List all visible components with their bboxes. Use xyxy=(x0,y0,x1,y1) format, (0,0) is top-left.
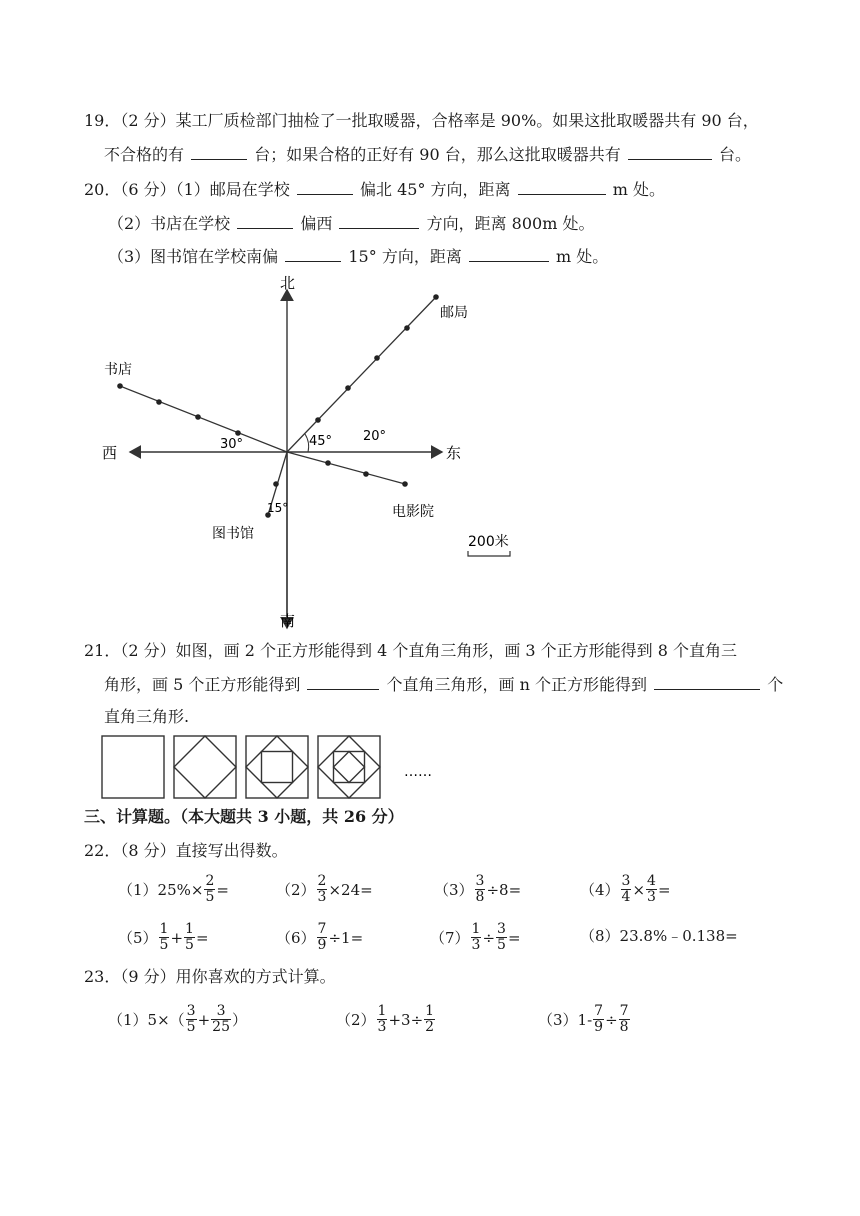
q22-1-frac xyxy=(204,874,215,905)
q23-1-pre: 5×（ xyxy=(147,1010,185,1029)
q19-text-c: 台。 xyxy=(718,145,751,164)
q22-7-fd: 3 xyxy=(471,937,481,953)
label-angle-45: 45° xyxy=(309,434,333,449)
q20-p3a: （3）图书馆在学校南偏 xyxy=(108,247,279,266)
q20-blank-2[interactable] xyxy=(518,178,606,195)
q19-text-b: 台；如果合格的正好有 90 台，那么这批取暖器共有 xyxy=(254,145,621,164)
q23-1-frac-a xyxy=(186,1004,197,1035)
label-angle-15: 15° xyxy=(267,501,289,515)
q23-3-fn2: 7 xyxy=(619,1003,629,1019)
point-post-office-1 xyxy=(315,417,321,423)
q23-3-fd: 9 xyxy=(594,1019,604,1035)
q20-p2c: 方向，距离 800m 处。 xyxy=(426,214,595,233)
q20-blank-6[interactable] xyxy=(469,245,549,262)
q22-5-fd2: 5 xyxy=(185,937,194,953)
q23-2-frac-b xyxy=(424,1004,435,1035)
point-bookstore-4 xyxy=(117,383,123,389)
q23-2-fn: 1 xyxy=(377,1003,387,1019)
q22-6-fn: 7 xyxy=(317,921,327,937)
q22-7-frac-b xyxy=(496,922,507,953)
ray-bookstore xyxy=(120,386,287,452)
q20-line3 xyxy=(108,245,608,268)
ellipsis: …… xyxy=(404,764,432,780)
q19-blank-1[interactable] xyxy=(191,143,247,160)
q22-5-post: = xyxy=(195,928,209,947)
q22-2-fd: 3 xyxy=(317,889,327,905)
q21-text-a: 角形，画 5 个正方形能得到 xyxy=(104,675,301,694)
q22-1-label: （1） xyxy=(118,880,158,899)
square-figure-1 xyxy=(102,736,164,798)
nested-squares-figure xyxy=(98,734,448,804)
q22-head: 22．（8 分）直接写出得数。 xyxy=(84,841,288,860)
section-3-title: 三、计算题。（本大题共 3 小题，共 26 分） xyxy=(84,807,404,826)
q19-text-a: 不合格的有 xyxy=(104,145,185,164)
q22-4-frac-b xyxy=(646,874,657,905)
point-bookstore-3 xyxy=(156,399,162,405)
q22-6-frac xyxy=(317,922,328,953)
q22-4-fn2: 4 xyxy=(647,873,656,889)
q21-blank-1[interactable] xyxy=(307,673,379,690)
q22-5-fn: 1 xyxy=(159,921,169,937)
q20-p3b: 15° 方向，距离 xyxy=(348,247,462,266)
q22-5-fn2: 1 xyxy=(185,921,194,937)
q22-5-frac-b xyxy=(184,922,195,953)
point-cinema-3 xyxy=(402,481,408,487)
q23-item-3 xyxy=(538,1004,631,1035)
q21-text-b: 个直角三角形，画 n 个正方形能得到 xyxy=(386,675,648,694)
q22-7-fn: 1 xyxy=(471,921,481,937)
q22-item-2 xyxy=(276,874,373,905)
q22-1-pre: 25%× xyxy=(157,880,204,899)
label-scale: 200米 xyxy=(468,534,509,550)
q22-4-post: = xyxy=(657,880,671,899)
point-cinema-2 xyxy=(363,471,369,477)
square-figure-4 xyxy=(318,736,380,798)
q22-4-fn: 3 xyxy=(621,873,631,889)
square-figure-2 xyxy=(174,736,236,798)
q21-blank-2[interactable] xyxy=(654,673,760,690)
q22-4-fd2: 3 xyxy=(647,889,656,905)
q23-3-fn: 7 xyxy=(594,1003,604,1019)
q20-blank-5[interactable] xyxy=(285,245,341,262)
q22-4-mid: × xyxy=(632,880,646,899)
q21-line1: 21．（2 分）如图，画 2 个正方形能得到 4 个直角三角形，画 3 个正方形能得到 8 个直角三 xyxy=(84,641,738,660)
q22-item-4 xyxy=(580,874,671,905)
square-figure-3 xyxy=(246,736,308,798)
q23-1-post: ） xyxy=(232,1010,248,1029)
q22-5-fd: 5 xyxy=(159,937,169,953)
direction-map xyxy=(96,272,516,632)
q22-7-frac-a xyxy=(471,922,482,953)
point-post-office-4 xyxy=(404,325,410,331)
q23-2-frac-a xyxy=(377,1004,388,1035)
q22-item-3 xyxy=(434,874,521,905)
q23-1-fd2: 25 xyxy=(212,1019,230,1035)
q22-1-fd: 5 xyxy=(205,889,215,905)
q22-6-label: （6） xyxy=(276,928,316,947)
q22-item-5 xyxy=(118,922,209,953)
label-library: 图书馆 xyxy=(212,526,254,542)
q20-head-b: 偏北 45° 方向，距离 xyxy=(360,180,511,199)
q23-1-frac-b xyxy=(211,1004,231,1035)
label-angle-20: 20° xyxy=(363,429,387,444)
q23-3-frac-b xyxy=(619,1004,630,1035)
label-post-office: 邮局 xyxy=(440,305,468,321)
q20-head-c: m 处。 xyxy=(612,180,665,199)
q22-1-post: = xyxy=(216,880,229,899)
q23-1-fn2: 3 xyxy=(216,1003,226,1019)
q20-blank-4[interactable] xyxy=(339,212,419,229)
q23-3-mid: ÷ xyxy=(605,1010,618,1029)
q22-3-label: （3） xyxy=(434,880,474,899)
q22-7-post: = xyxy=(507,928,521,947)
q23-1-fn: 3 xyxy=(186,1003,196,1019)
q23-2-fd: 3 xyxy=(377,1019,387,1035)
q22-3-post: ÷8= xyxy=(486,880,522,899)
q20-head: 20．（6 分）（1）邮局在学校 xyxy=(84,180,290,199)
label-north: 北 xyxy=(280,274,296,292)
q23-item-2 xyxy=(336,1004,436,1035)
q22-item-7 xyxy=(430,922,521,953)
q22-item-6 xyxy=(276,922,363,953)
q22-6-fd: 9 xyxy=(317,937,327,953)
q23-2-fd2: 2 xyxy=(425,1019,435,1035)
point-post-office-3 xyxy=(374,355,380,361)
q20-line2 xyxy=(108,212,594,235)
q22-6-post: ÷1= xyxy=(328,928,364,947)
q23-1-fd: 5 xyxy=(186,1019,196,1035)
q20-p3c: m 处。 xyxy=(556,247,609,266)
q22-item-8 xyxy=(580,926,738,946)
point-bookstore-2 xyxy=(195,414,201,420)
q22-7-label: （7） xyxy=(430,928,470,947)
q22-4-fd: 4 xyxy=(621,889,631,905)
q23-3-fd2: 8 xyxy=(619,1019,629,1035)
q22-7-fd2: 5 xyxy=(497,937,506,953)
label-cinema: 电影院 xyxy=(392,504,434,520)
q23-1-label: （1） xyxy=(108,1010,148,1029)
point-library-1 xyxy=(273,481,279,487)
q22-5-label: （5） xyxy=(118,928,158,947)
point-post-office-2 xyxy=(345,385,351,391)
q23-1-mid: + xyxy=(197,1010,211,1029)
q22-1-fn: 2 xyxy=(205,873,215,889)
q22-2-post: ×24= xyxy=(328,880,373,899)
q23-3-pre: 1- xyxy=(577,1010,593,1029)
q23-2-mid: +3÷ xyxy=(388,1010,424,1029)
q23-3-label: （3） xyxy=(538,1010,578,1029)
label-south: 南 xyxy=(280,612,296,630)
q22-3-frac xyxy=(475,874,486,905)
q22-2-fn: 2 xyxy=(317,873,327,889)
q21-line3: 直角三角形. xyxy=(104,707,190,726)
q22-8-label: （8） xyxy=(580,927,620,945)
q21-text-c: 个 xyxy=(767,675,784,694)
label-east: 东 xyxy=(446,444,462,462)
scale-bar xyxy=(468,551,510,556)
q22-5-mid: + xyxy=(170,928,184,947)
q23-head: 23．（9 分）用你喜欢的方式计算。 xyxy=(84,967,336,986)
q22-3-fn: 3 xyxy=(475,873,485,889)
label-west: 西 xyxy=(102,444,118,462)
q22-2-frac xyxy=(317,874,328,905)
q20-blank-3[interactable] xyxy=(237,212,293,229)
label-bookstore: 书店 xyxy=(104,362,132,378)
q22-4-frac-a xyxy=(621,874,632,905)
q22-2-label: （2） xyxy=(276,880,316,899)
q23-3-frac-a xyxy=(593,1004,604,1035)
q23-2-fn2: 1 xyxy=(425,1003,435,1019)
q23-2-label: （2） xyxy=(336,1010,376,1029)
q20-line1 xyxy=(84,178,665,201)
label-angle-30: 30° xyxy=(220,437,244,452)
point-cinema-1 xyxy=(325,460,331,466)
q22-7-mid: ÷ xyxy=(482,928,496,947)
q22-8-expr: 23.8%﹣0.138= xyxy=(619,927,738,945)
q19-blank-2[interactable] xyxy=(628,143,712,160)
q22-3-fd: 8 xyxy=(475,889,485,905)
q22-5-frac-a xyxy=(159,922,170,953)
q19-line2 xyxy=(104,143,751,166)
q21-line2 xyxy=(104,673,783,696)
q23-item-1 xyxy=(108,1004,247,1035)
q20-p2a: （2）书店在学校 xyxy=(108,214,231,233)
q20-p2b: 偏西 xyxy=(300,214,333,233)
q20-blank-1[interactable] xyxy=(297,178,353,195)
q22-item-1 xyxy=(118,874,229,905)
q22-7-fn2: 3 xyxy=(497,921,506,937)
ray-cinema xyxy=(287,452,405,484)
point-post-office-5 xyxy=(433,294,439,300)
q22-4-label: （4） xyxy=(580,880,620,899)
point-bookstore-1 xyxy=(235,430,241,436)
ray-post-office xyxy=(287,297,436,452)
q19-line1: 19．（2 分）某工厂质检部门抽检了一批取暖器，合格率是 90%。如果这批取暖器共有 90 台， xyxy=(84,111,759,130)
